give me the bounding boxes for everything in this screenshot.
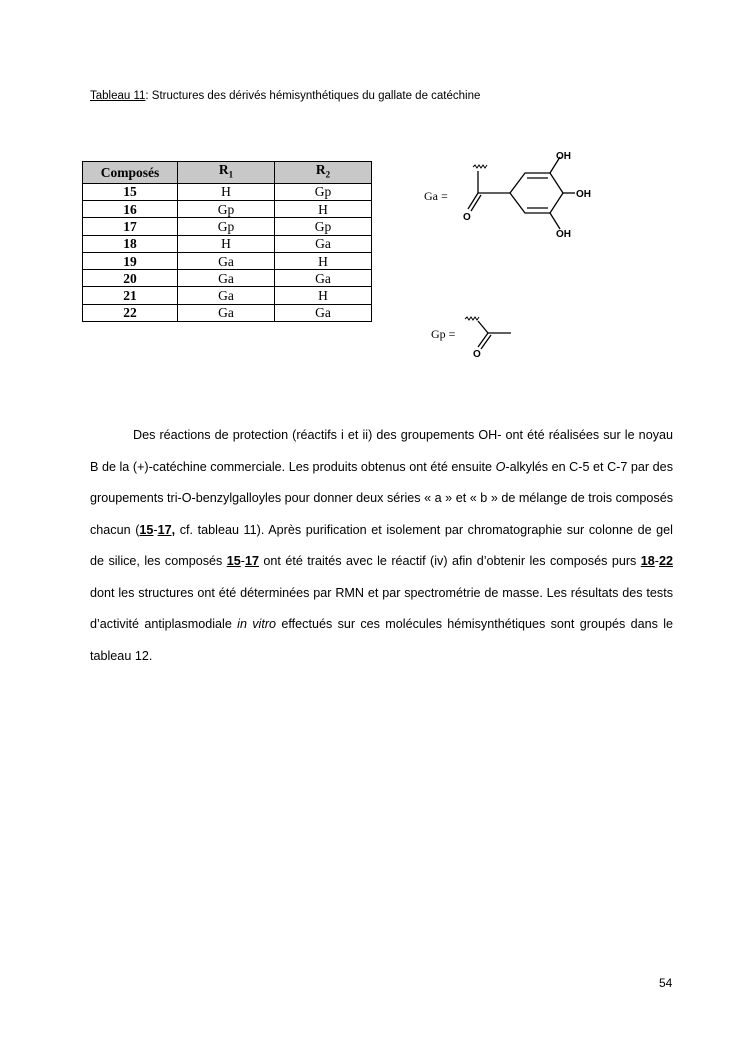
table-caption (90, 90, 480, 102)
r2-cell: Ga (275, 304, 372, 321)
compound-ref: 22 (658, 554, 673, 568)
compound-cell: 18 (83, 235, 178, 252)
r2-cell: H (275, 287, 372, 304)
table-row (83, 287, 372, 304)
table-header-row (83, 162, 372, 184)
ga-oh-top: OH (556, 151, 571, 162)
caption-text: : Structures des dérivés hémisynthétiques du gallate de catéchine (145, 90, 481, 102)
r1-cell: Ga (178, 270, 275, 287)
caption-label: Tableau 11 (90, 90, 146, 102)
r1-cell: Ga (178, 252, 275, 269)
compound-cell: 21 (83, 287, 178, 304)
r2-cell: Ga (275, 235, 372, 252)
table-row (83, 235, 372, 252)
compound-cell: 19 (83, 252, 178, 269)
header-r2: $R_2$ (275, 162, 372, 184)
table-row (83, 252, 372, 269)
r2-cell: Gp (275, 183, 372, 200)
gp-oxygen: O (473, 349, 481, 360)
r1-cell: Gp (178, 218, 275, 235)
table-row (83, 270, 372, 287)
body-paragraph: Des réactions de protection (réactifs i et ii) des groupements OH- ont été réalisées sur le noyau B de la (+)-catéchine commerciale. Les produits obtenus ont été ensuite O-alkylés en C-5 et C-7 par des groupements tri-O-benzylgalloyles pour donner deux séries « a » et « b » de mélange de trois composés chacun (15-17, cf. tableau 11). Après purification et isolement par chromatographie sur colonne de gel de silice, les composés 15-17 ont été traités avec le réactif (iv) afin d’obtenir les composés purs 18-22 dont les structures ont été déterminées par RMN et par spectrométrie de masse. Les résultats des tests d’activité antiplasmodiale in vitro effectués sur ces molécules hémisynthétiques sont groupés dans le tableau 12. (90, 428, 674, 663)
gp-structure (425, 305, 535, 365)
table-row (83, 200, 372, 217)
r1-cell: Ga (178, 287, 275, 304)
compound-cell: 20 (83, 270, 178, 287)
ga-oh-right: OH (576, 189, 591, 200)
gp-label: Gp = (431, 327, 456, 341)
table-row (83, 304, 372, 321)
r1-cell: H (178, 235, 275, 252)
compound-ref: 17 (244, 554, 259, 568)
r2-cell: H (275, 200, 372, 217)
r1-cell: Ga (178, 304, 275, 321)
compound-cell: 16 (83, 200, 178, 217)
compound-cell: 15 (83, 183, 178, 200)
r1-cell: Gp (178, 200, 275, 217)
galloyl-structure (415, 145, 615, 245)
r1-cell: H (178, 183, 275, 200)
compound-ref: 17, (157, 522, 176, 537)
header-r1: $R_1$ (178, 162, 275, 184)
compound-cell: 22 (83, 304, 178, 321)
compound-ref: 15 (139, 522, 154, 537)
compounds-table (82, 161, 372, 322)
compound-cell: 17 (83, 218, 178, 235)
r2-cell: Ga (275, 270, 372, 287)
table-row (83, 218, 372, 235)
r2-cell: Gp (275, 218, 372, 235)
compound-ref: 15 (226, 554, 241, 568)
header-composes: Composés (83, 162, 178, 184)
ga-oxygen: O (463, 212, 471, 223)
table-row (83, 183, 372, 200)
ga-oh-bottom: OH (556, 229, 571, 240)
r2-cell: H (275, 252, 372, 269)
ga-label: Ga = (424, 189, 448, 203)
page-number: 54 (659, 976, 673, 990)
compound-ref: 18 (640, 554, 655, 568)
